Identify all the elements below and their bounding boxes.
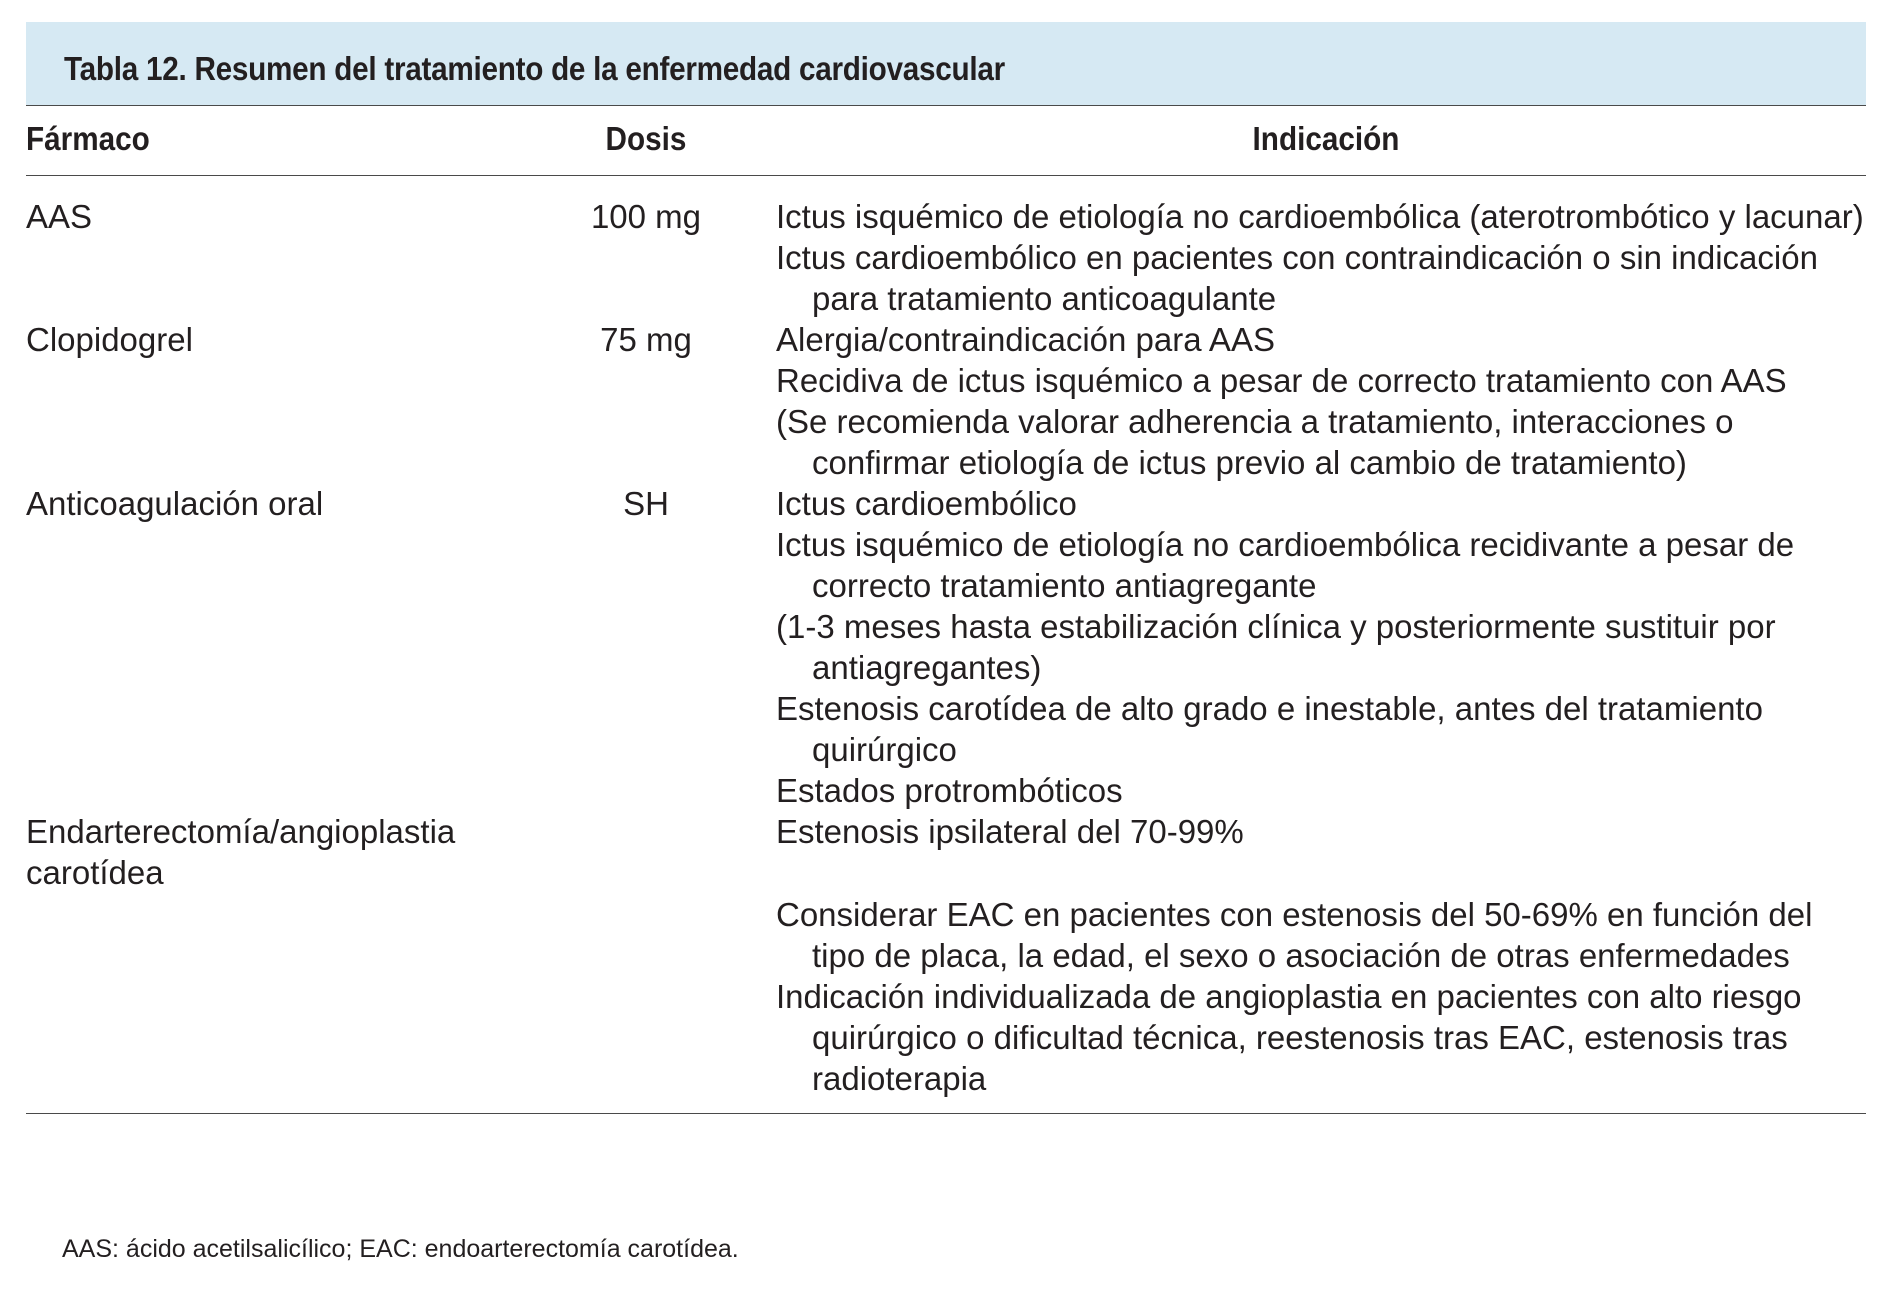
indication-item: (1-3 meses hasta estabilización clínica y posteriormente sustituir por antiagregantes)	[776, 608, 1776, 686]
header-indicacion: Indicación	[1252, 120, 1400, 157]
cell-farmaco: Clopidogrel	[26, 321, 193, 358]
cell-indicacion	[776, 811, 1866, 1099]
indication-item: Ictus cardioembólico	[776, 485, 1077, 522]
indication-item: (Se recomienda valorar adherencia a tratamiento, interacciones o confirmar etiología de ictus previo al cambio de tratamiento)	[776, 403, 1734, 481]
indication-item: Estenosis carotídea de alto grado e inestable, antes del tratamiento quirúrgico	[776, 690, 1763, 768]
cell-indicacion	[776, 319, 1866, 483]
cell-farmaco: Anticoagulación oral	[26, 485, 324, 522]
indication-item: Indicación individualizada de angioplastia en pacientes con alto riesgo quirúrgico o dificultad técnica, reestenosis tras EAC, estenosis tras radioterapia	[776, 978, 1802, 1097]
cell-indicacion	[776, 483, 1866, 811]
indication-item: Ictus cardioembólico en pacientes con contraindicación o sin indicación para tratamiento anticoagulante	[776, 239, 1818, 317]
cell-farmaco: Endarterectomía/angioplastia carotídea	[26, 813, 456, 891]
table-footnote: AAS: ácido acetilsalicílico; EAC: endoarterectomía carotídea.	[62, 1235, 739, 1263]
cell-dosis: SH	[623, 485, 669, 522]
table-body	[26, 176, 1866, 1114]
cell-dosis: 75 mg	[600, 321, 692, 358]
table-row	[26, 319, 1866, 483]
table-row	[26, 196, 1866, 319]
indication-item: Considerar EAC en pacientes con estenosis del 50-69% en función del tipo de placa, la edad, el sexo o asociación de otras enfermedades	[776, 896, 1813, 974]
table-header-row	[26, 106, 1866, 176]
cell-dosis: 100 mg	[590, 198, 702, 235]
header-farmaco: Fármaco	[26, 120, 150, 157]
table-title: Tabla 12. Resumen del tratamiento de la enfermedad cardiovascular	[64, 50, 1005, 87]
table-row	[26, 811, 1866, 1099]
indication-item: Estenosis ipsilateral del 70-99%	[776, 813, 1244, 850]
table-title-bar	[26, 22, 1866, 106]
treatment-table	[26, 22, 1866, 1114]
indication-item: Ictus isquémico de etiología no cardioembólica (aterotrombótico y lacunar)	[776, 198, 1864, 235]
header-dosis: Dosis	[605, 120, 687, 157]
indication-item: Estados protrombóticos	[776, 772, 1123, 809]
cell-farmaco: AAS	[26, 198, 93, 235]
indication-item: Recidiva de ictus isquémico a pesar de correcto tratamiento con AAS	[776, 362, 1787, 399]
table-row	[26, 483, 1866, 811]
indication-item: Ictus isquémico de etiología no cardioembólica recidivante a pesar de correcto tratamiento antiagregante	[776, 526, 1795, 604]
indication-item: Alergia/contraindicación para AAS	[776, 321, 1275, 358]
cell-indicacion	[776, 196, 1866, 319]
